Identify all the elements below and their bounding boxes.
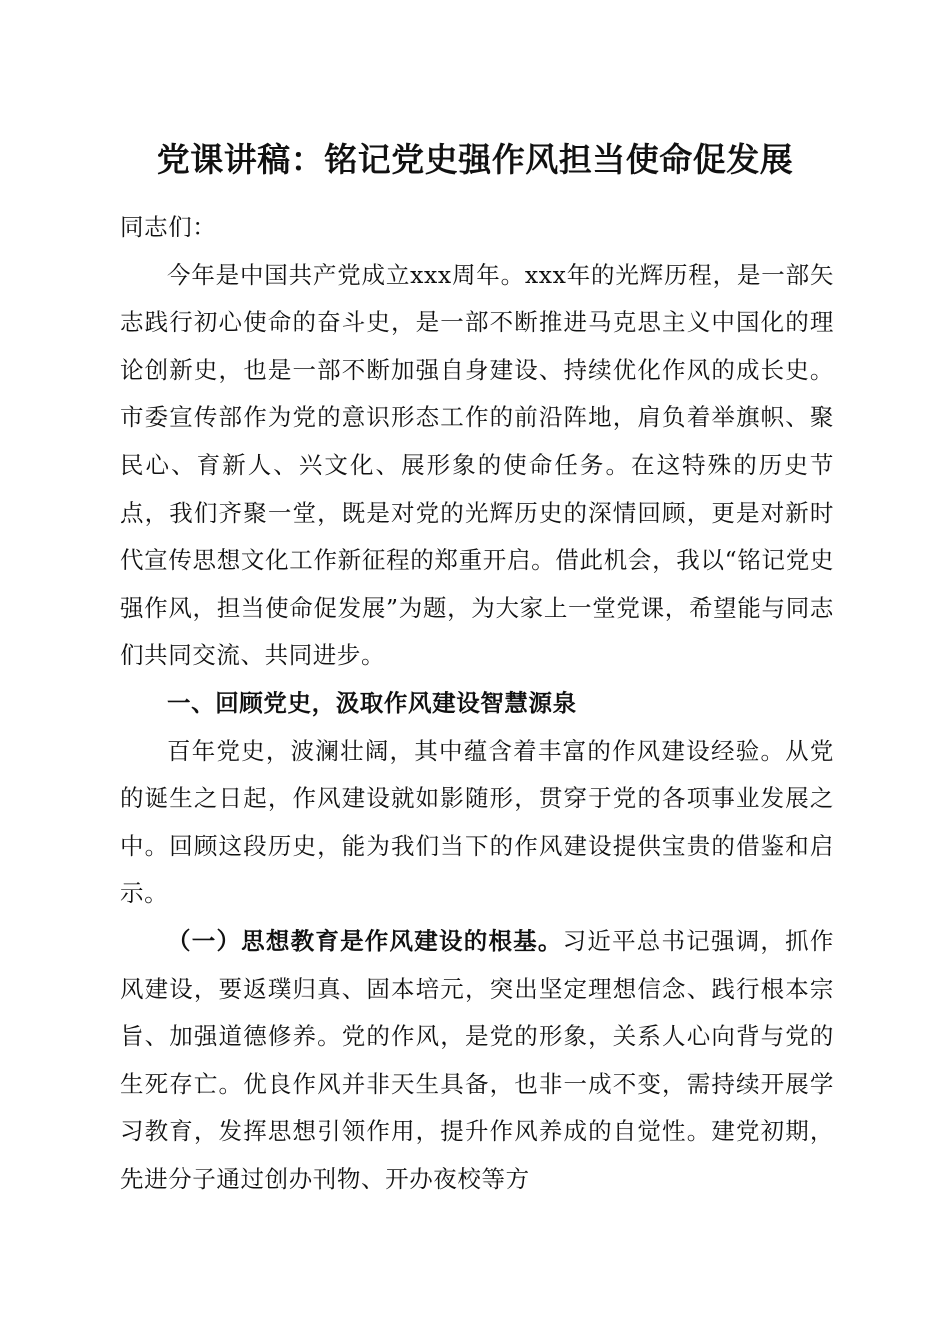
intro-paragraph: 今年是中国共产党成立xxx周年。xxx年的光辉历程，是一部矢志践行初心使命的奋斗史，是一部不断推进马克思主义中国化的理论创新史，也是一部不断加强自身建设、持续优化作风的成长史。市委宣传部作为党的意识形态工作的前沿阵地，肩负着举旗帜、聚民心、育新人、兴文化、展形象的使命任务。在这特殊的历史节点，我们齐聚一堂，既是对党的光辉历史的深情回顾，更是对新时代宣传思想文化工作新征程的郑重开启。借此机会，我以“铭记党史强作风，担当使命促发展”为题，为大家上一堂党课，希望能与同志们共同交流、共同进步。 bbox=[120, 260, 834, 670]
subsection-1-lead: （一）思想教育是作风建设的根基。 bbox=[167, 926, 563, 955]
subsection-1-text: 习近平总书记强调，抓作风建设，要返璞归真、固本培元，突出坚定理想信念、践行根本宗旨、加强道德修养。党的作风，是党的形象，关系人心向背与党的生死存亡。优良作风并非天生具备，也非一成不变，需持续开展学习教育，发挥思想引领作用，提升作风养成的自觉性。建党初期，先进分子通过创办刊物、开办夜校等方 bbox=[120, 926, 834, 1193]
section-1-paragraph: 百年党史，波澜壮阔，其中蕴含着丰富的作风建设经验。从党的诞生之日起，作风建设就如影随形，贯穿于党的各项事业发展之中。回顾这段历史，能为我们当下的作风建设提供宝贵的借鉴和启示。 bbox=[120, 736, 834, 908]
document-title: 党课讲稿：铭记党史强作风担当使命促发展 bbox=[156, 140, 794, 179]
section-heading-1: 一、回顾党史，汲取作风建设智慧源泉 bbox=[167, 688, 577, 717]
salutation: 同志们： bbox=[120, 213, 217, 241]
document-body bbox=[120, 204, 834, 1203]
subsection-1-paragraph bbox=[120, 918, 834, 1204]
